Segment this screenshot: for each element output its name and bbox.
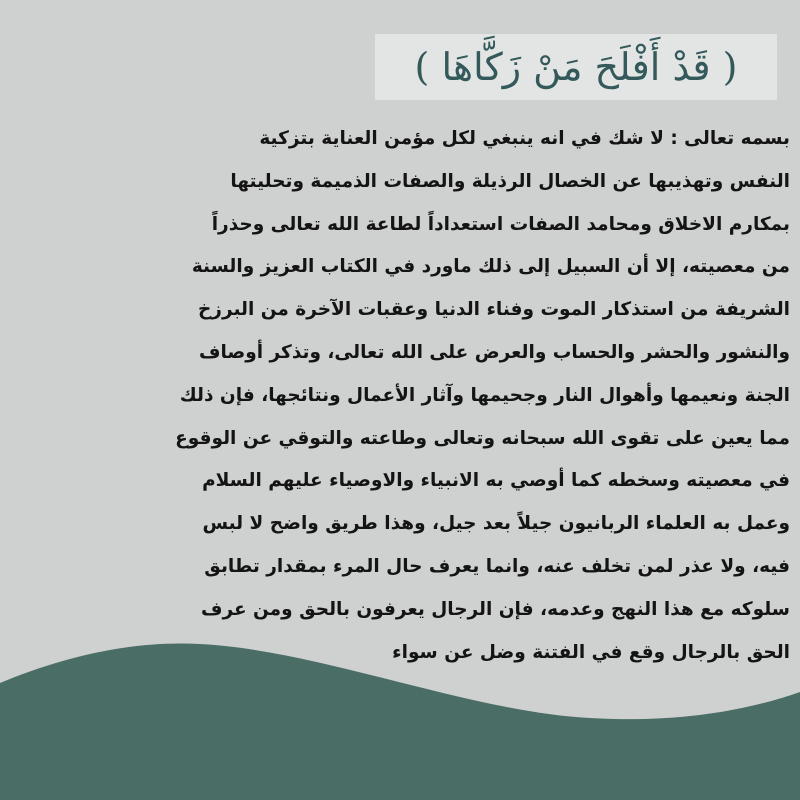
text-line: بمكارم الاخلاق ومحامد الصفات استعداداً لطاعة الله تعالى وحذراً <box>211 213 790 235</box>
text-line: مما يعين على تقوى الله سبحانه وتعالى وطاعته والتوقي عن الوقوع <box>175 427 790 449</box>
text-line: والنشور والحشر والحساب والعرض على الله تعالى، وتذكر أوصاف <box>198 341 790 363</box>
body-paragraph <box>20 118 790 674</box>
text-line: سلوكه مع هذا النهج وعدمه، فإن الرجال يعرفون بالحق ومن عرف <box>200 598 790 620</box>
text-line: من معصيته، إلا أن السبيل إلى ذلك ماورد في الكتاب العزيز والسنة <box>191 256 790 278</box>
title-banner <box>375 34 777 100</box>
text-line: الحق بالرجال وقع في الفتنة وضل عن سواء <box>392 641 790 663</box>
text-line: فيه، ولا عذر لمن تخلف عنه، وانما يعرف حال المرء بمقدار تطابق <box>204 555 790 577</box>
text-line: بسمه تعالى : لا شك في انه ينبغي لكل مؤمن العناية بتزكية <box>259 128 790 149</box>
text-line: في معصيته وسخطه كما أوصي به الانبياء والاوصياء عليهم السلام <box>202 470 790 492</box>
text-line: الشريفة من استذكار الموت وفناء الدنيا وعقبات الآخرة من البرزخ <box>197 299 790 321</box>
text-line: وعمل به العلماء الربانيون جيلاً بعد جيل، وهذا طريق واضح لا لبس <box>202 513 790 535</box>
text-line: الجنة ونعيمها وأهوال النار وجحيمها وآثار الأعمال ونتائجها، فإن ذلك <box>179 384 790 406</box>
text-line: النفس وتهذيبها عن الخصال الرذيلة والصفات الذميمة وتحليتها <box>230 170 790 192</box>
verse-title: ( قَدْ أَفْلَحَ مَنْ زَكَّاهَا ) <box>414 45 738 89</box>
